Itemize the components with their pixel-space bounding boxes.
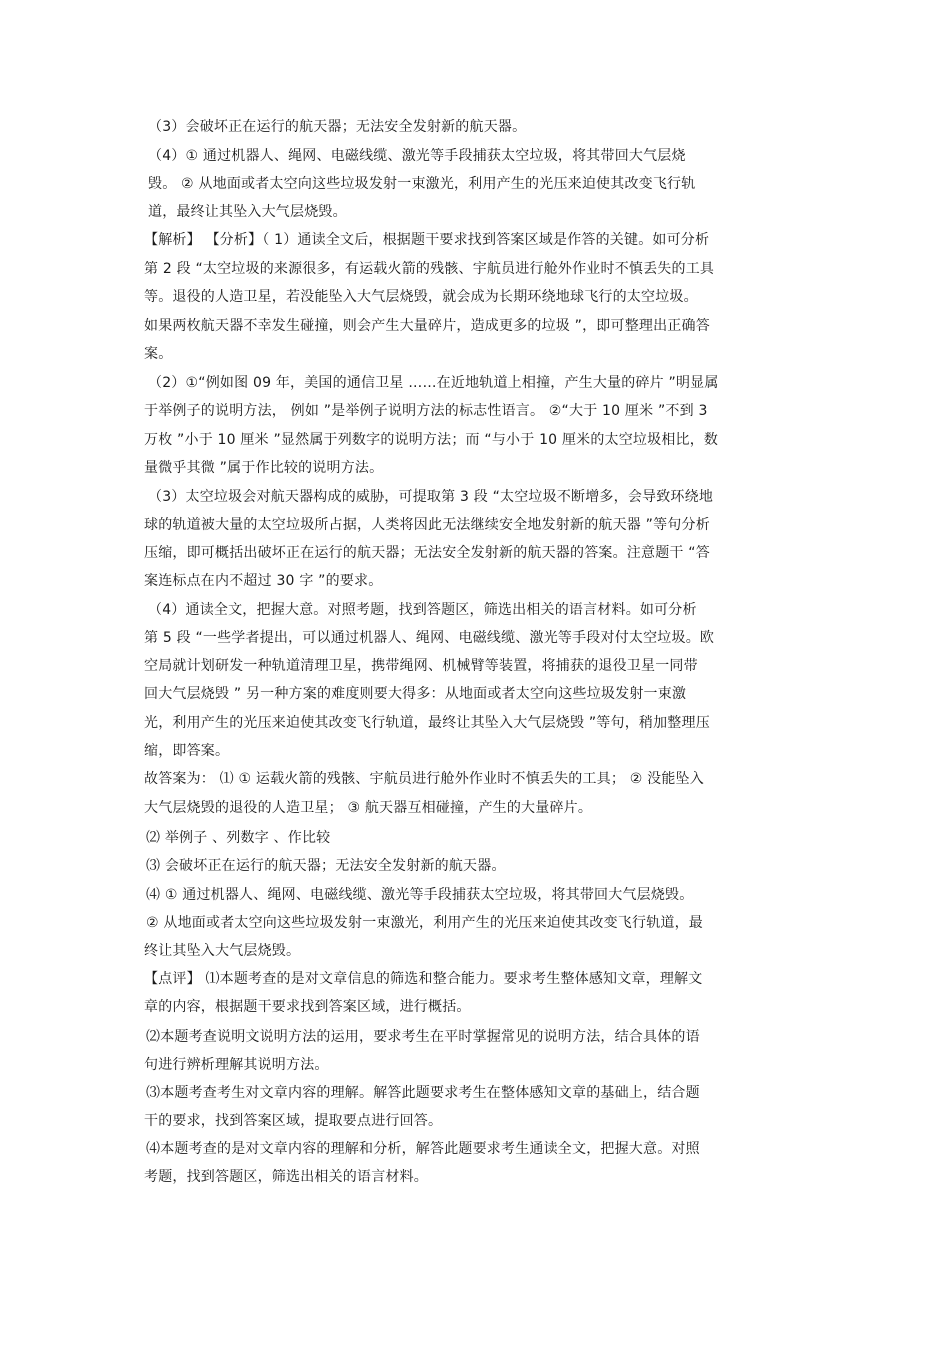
text-line: 万枚 ”小于 10 厘米 ”显然属于列数字的说明方法；而 “与小于 10 厘米的太空垃圾相比，数 [144, 432, 719, 448]
text-line: ⑵本题考查说明文说明方法的运用，要求考生在平时掌握常见的说明方法，结合具体的语 [146, 1029, 700, 1045]
text-line: ⑷本题考查的是对文章内容的理解和分析，解答此题要求考生通读全文，把握大意。对照 [146, 1141, 700, 1157]
text-line: 空局就计划研发一种轨道清理卫星，携带绳网、机械臂等装置，将捕获的退役卫星一同带 [144, 658, 698, 674]
text-line: 干的要求，找到答案区域，提取要点进行回答。 [144, 1113, 443, 1129]
text-line: 第 5 段 “一些学者提出，可以通过机器人、绳网、电磁线缆、激光等手段对付太空垃圾。欧 [144, 630, 715, 646]
text-line: 球的轨道被大量的太空垃圾所占据，人类将因此无法继续安全地发射新的航天器 ”等句分析 [144, 517, 710, 533]
text-line: （4）① 通过机器人、绳网、电磁线缆、激光等手段捕获太空垃圾，将其带回大气层烧 [148, 148, 686, 164]
text-line: 【解析】 【分析】（ 1）通读全文后，根据题干要求找到答案区域是作答的关键。如可分析 [144, 232, 710, 248]
text-line: ⑶ 会破坏正在运行的航天器；无法安全发射新的航天器。 [146, 858, 506, 874]
text-line: 【点评】 ⑴本题考查的是对文章信息的筛选和整合能力。要求考生整体感知文章，理解文 [144, 971, 703, 987]
text-line: 道，最终让其坠入大气层烧毁。 [148, 204, 347, 220]
text-line: 压缩，即可概括出破坏正在运行的航天器；无法安全发射新的航天器的答案。注意题干 “答 [144, 545, 710, 561]
text-line: ⑶本题考查考生对文章内容的理解。解答此题要求考生在整体感知文章的基础上，结合题 [146, 1085, 700, 1101]
text-line: 故答案为： ⑴ ① 运载火箭的残骸、宇航员进行舱外作业时不慎丢失的工具； ② 没能坠入 [144, 771, 704, 787]
text-line: 缩，即答案。 [144, 743, 230, 759]
text-line: 案连标点在内不超过 30 字 ”的要求。 [144, 573, 383, 589]
text-line: （3）会破坏正在运行的航天器；无法安全发射新的航天器。 [148, 119, 527, 135]
text-line: （3）太空垃圾会对航天器构成的威胁，可提取第 3 段 “太空垃圾不断增多，会导致环绕地 [148, 489, 714, 505]
text-line: ⑷ ① 通过机器人、绳网、电磁线缆、激光等手段捕获太空垃圾，将其带回大气层烧毁。 [146, 887, 694, 903]
text-line: 回大气层烧毁 ” 另一种方案的难度则要大得多：从地面或者太空向这些垃圾发射一束激 [144, 686, 687, 702]
text-line: 量微乎其微 ”属于作比较的说明方法。 [144, 460, 384, 476]
text-line: ⑵ 举例子 、列数字 、作比较 [146, 830, 331, 846]
text-line: 考题，找到答题区，筛选出相关的语言材料。 [144, 1169, 428, 1185]
text-line: 句进行辨析理解其说明方法。 [144, 1057, 329, 1073]
text-line: 第 2 段 “太空垃圾的来源很多，有运载火箭的残骸、宇航员进行舱外作业时不慎丢失的工具 [144, 261, 715, 277]
text-line: 如果两枚航天器不幸发生碰撞，则会产生大量碎片，造成更多的垃圾 ”，即可整理出正确答 [144, 318, 710, 334]
text-line: 案。 [144, 346, 173, 362]
text-line: 章的内容，根据题干要求找到答案区域，进行概括。 [144, 999, 471, 1015]
text-line: 毁。 ② 从地面或者太空向这些垃圾发射一束激光，利用产生的光压来迫使其改变飞行轨 [148, 176, 696, 192]
text-line: 于举例子的说明方法， 例如 ”是举例子说明方法的标志性语言。 ②“大于 10 厘米 ”不到 3 [144, 403, 708, 419]
text-line: （2）①“例如图 09 年，美国的通信卫星 ……在近地轨道上相撞，产生大量的碎片 ”明显属 [148, 375, 719, 391]
text-line: ② 从地面或者太空向这些垃圾发射一束激光，利用产生的光压来迫使其改变飞行轨道，最 [146, 915, 703, 931]
text-line: （4）通读全文，把握大意。对照考题，找到答题区，筛选出相关的语言材料。如可分析 [148, 602, 697, 618]
text-line: 光，利用产生的光压来迫使其改变飞行轨道，最终让其坠入大气层烧毁 ”等句，稍加整理压 [144, 715, 710, 731]
text-line: 等。退役的人造卫星，若没能坠入大气层烧毁，就会成为长期环绕地球飞行的太空垃圾。 [144, 289, 698, 305]
text-line: 大气层烧毁的退役的人造卫星； ③ 航天器互相碰撞，产生的大量碎片。 [144, 800, 593, 816]
text-line: 终让其坠入大气层烧毁。 [144, 943, 301, 959]
